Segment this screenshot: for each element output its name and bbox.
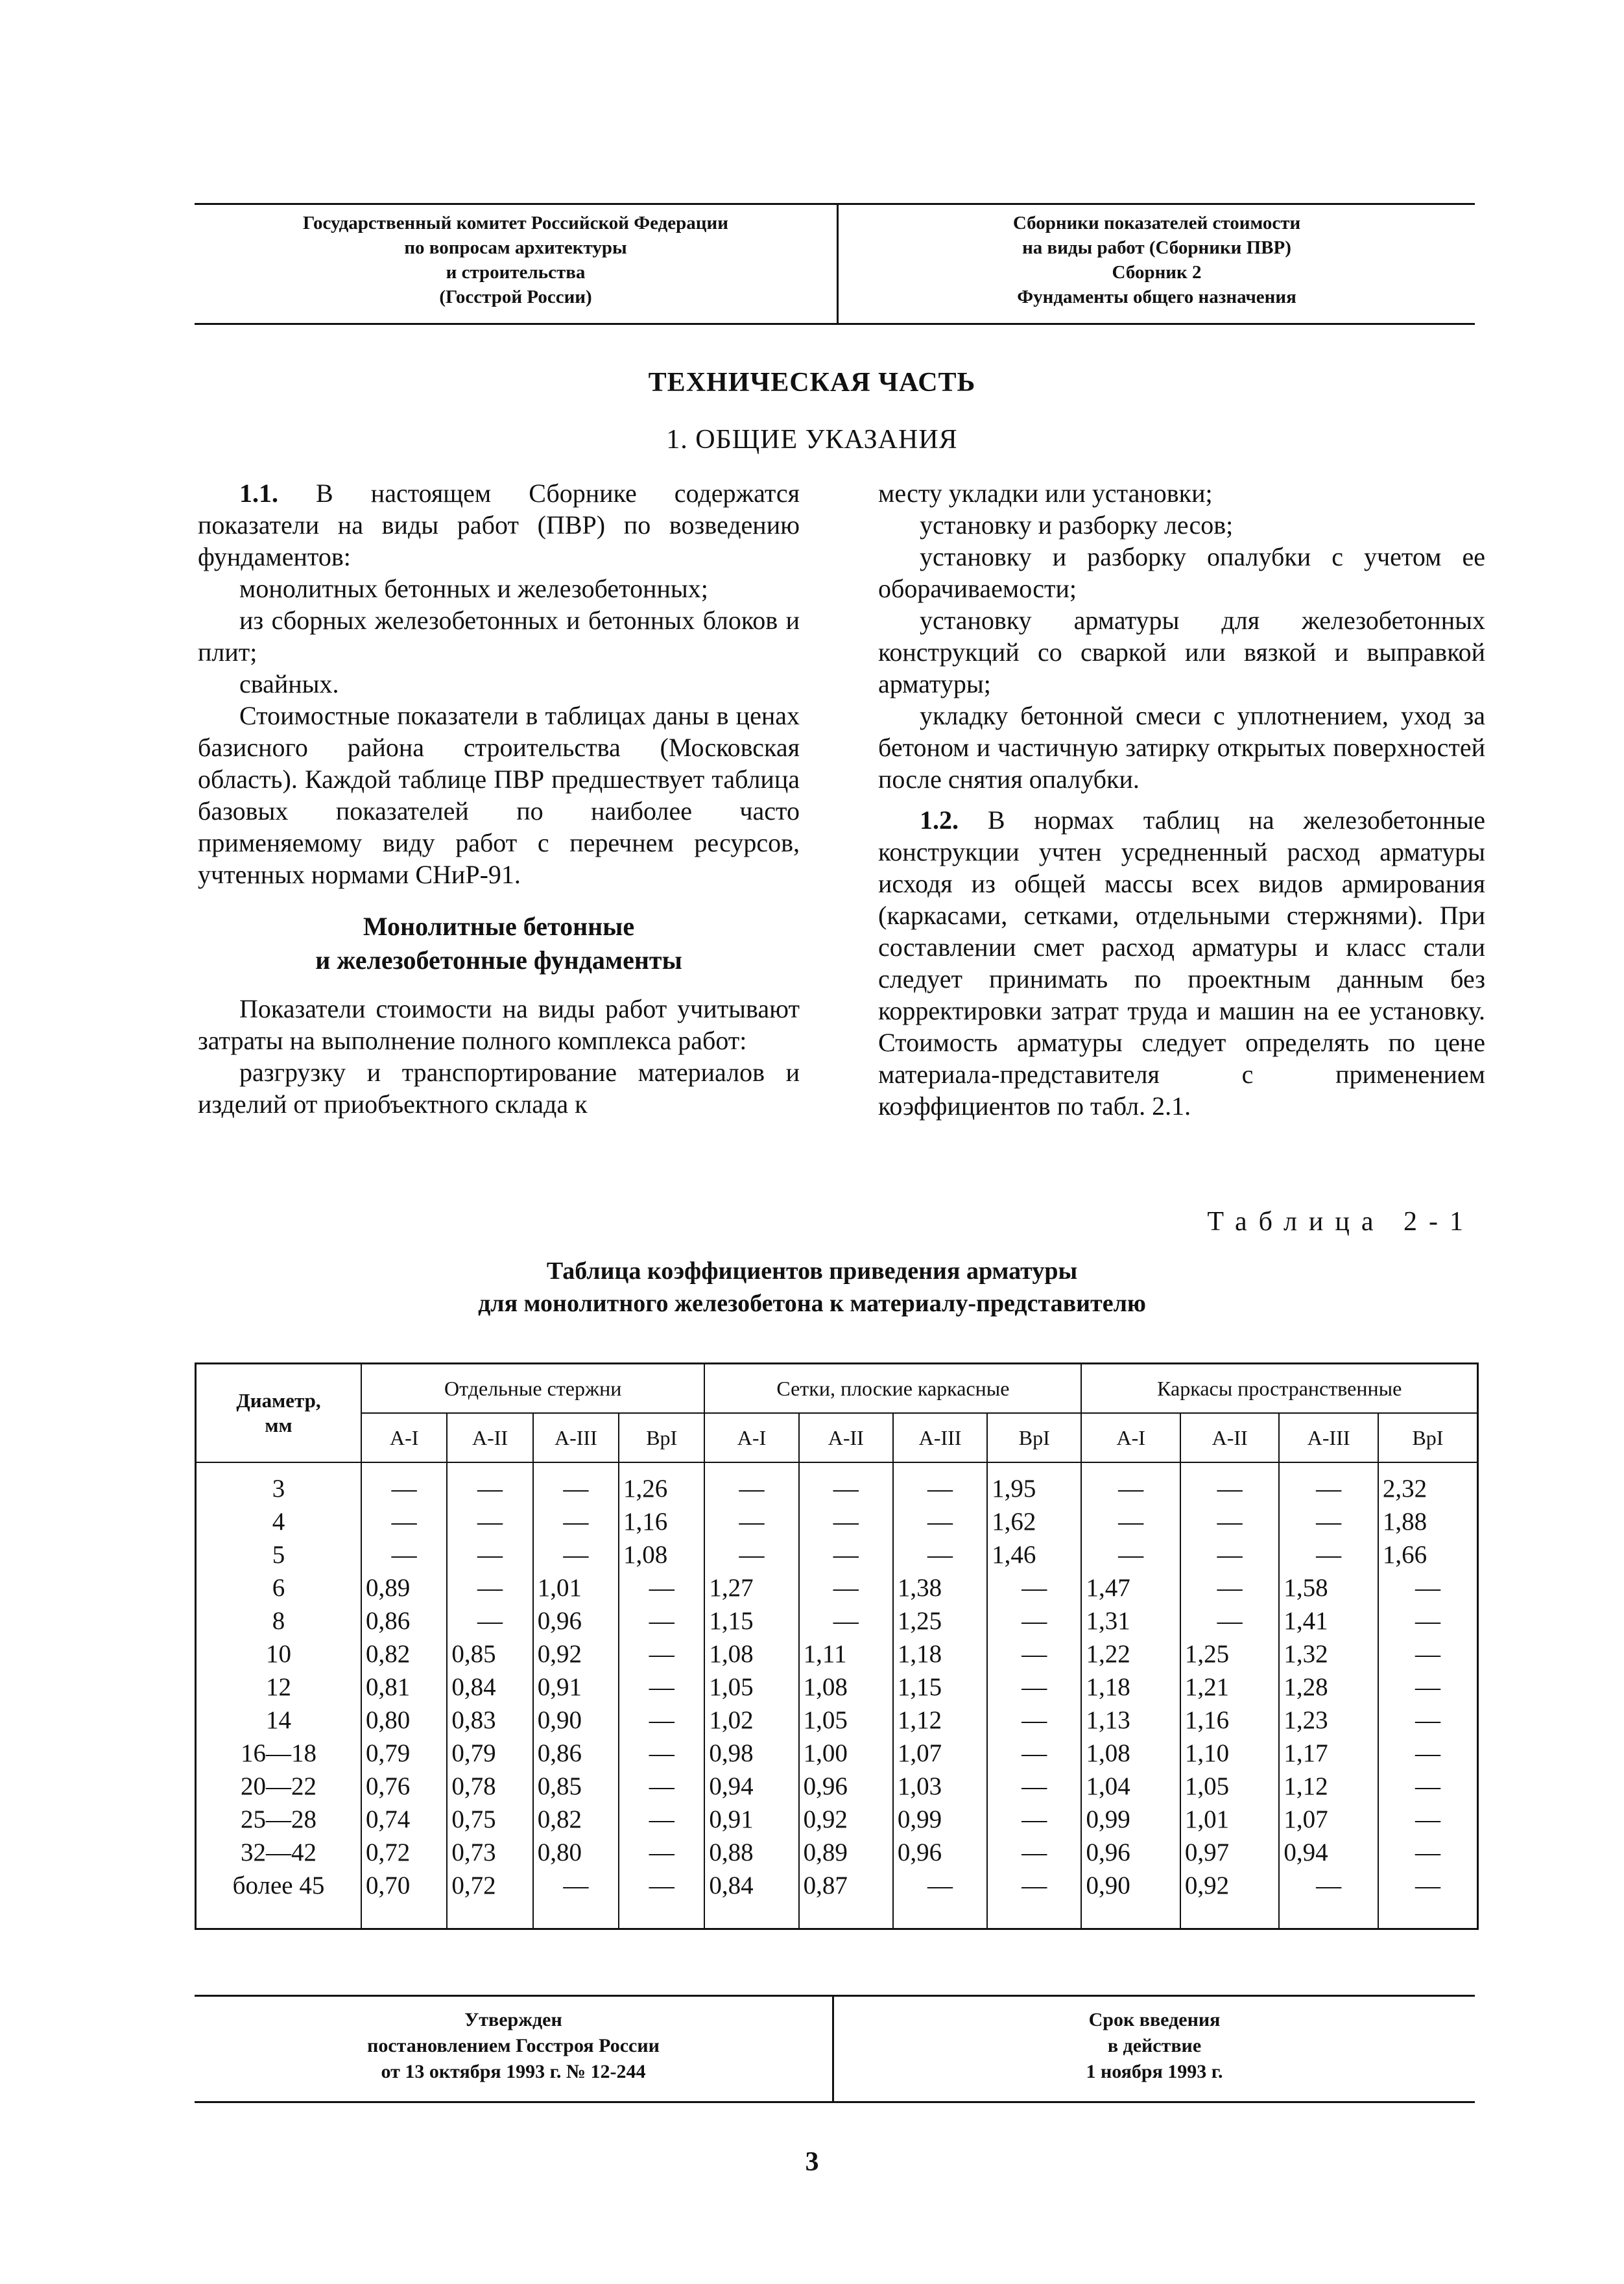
value-cell: — (361, 1538, 447, 1571)
table-label: Таблица 2-1 (1207, 1207, 1475, 1237)
value-cell: 1,16 (1180, 1704, 1279, 1737)
value-cell: 0,72 (447, 1869, 532, 1929)
table-row (196, 1803, 1478, 1836)
value-cell: 1,05 (1180, 1770, 1279, 1803)
table-body (196, 1462, 1478, 1929)
value-cell: — (361, 1505, 447, 1538)
value-cell: — (1279, 1462, 1378, 1505)
value-cell: 1,17 (1279, 1737, 1378, 1770)
value-cell: — (533, 1462, 619, 1505)
value-cell: — (987, 1803, 1081, 1836)
value-cell: 1,01 (1180, 1803, 1279, 1836)
value-cell: — (1180, 1505, 1279, 1538)
value-cell: — (1279, 1869, 1378, 1929)
value-cell: — (533, 1505, 619, 1538)
value-cell: — (704, 1462, 798, 1505)
value-cell: 1,07 (893, 1737, 987, 1770)
value-cell: 0,92 (1180, 1869, 1279, 1929)
diameter-cell: 16—18 (196, 1737, 362, 1770)
value-cell: 0,78 (447, 1770, 532, 1803)
value-cell: 0,85 (533, 1770, 619, 1803)
table-title-line: для монолитного железобетона к материалу-представителю (478, 1290, 1146, 1317)
value-cell: 1,15 (893, 1671, 987, 1704)
paragraph-text: В нормах таблиц на железобетонные конструкции учтен усредненный расход арматуры исходя из общей массы всех видов армирования (каркасами, сетками, отдельными стержнями). При составлении смет расход арматуры и класс стали следует принимать по проектным данным без корректировки затрат труда и машин на ее установку. Стоимость арматуры следует определять по цене материала-представителя с применением коэффициентов по табл. 2.1. (878, 805, 1485, 1121)
value-cell: — (447, 1604, 532, 1637)
value-cell: 1,28 (1279, 1671, 1378, 1704)
value-cell: — (619, 1671, 704, 1704)
value-cell: 1,03 (893, 1770, 987, 1803)
footer-left-line: от 13 октября 1993 г. № 12-244 (381, 2061, 646, 2082)
value-cell: — (1378, 1604, 1478, 1637)
header-right-line: Сборник 2 (1112, 262, 1202, 283)
class-header: А-I (361, 1413, 447, 1462)
value-cell: 1,88 (1378, 1505, 1478, 1538)
footer-right-line: Срок введения (1088, 2009, 1221, 2030)
value-cell: 0,91 (533, 1671, 619, 1704)
paragraph: установку арматуры для железобетонных конструкций со сваркой или вязкой и выправкой арматуры; (878, 606, 1485, 698)
value-cell: — (1378, 1671, 1478, 1704)
class-header: А-III (1279, 1413, 1378, 1462)
value-cell: 1,12 (1279, 1770, 1378, 1803)
value-cell: — (447, 1505, 532, 1538)
group-header: Каркасы пространственные (1081, 1364, 1477, 1414)
value-cell: — (619, 1869, 704, 1929)
value-cell: — (893, 1462, 987, 1505)
value-cell: — (1081, 1538, 1180, 1571)
value-cell: 0,82 (533, 1803, 619, 1836)
value-cell: 0,72 (361, 1836, 447, 1869)
value-cell: 1,07 (1279, 1803, 1378, 1836)
diameter-header-unit: мм (265, 1414, 293, 1436)
table-row (196, 1836, 1478, 1869)
value-cell: — (987, 1704, 1081, 1737)
value-cell: 1,25 (1180, 1637, 1279, 1671)
value-cell: — (619, 1571, 704, 1604)
table-row (196, 1704, 1478, 1737)
diameter-cell: 5 (196, 1538, 362, 1571)
value-cell: 0,94 (1279, 1836, 1378, 1869)
paragraph-text: В настоящем Сборнике содержатся показатели на виды работ (ПВР) по возведению фундаментов: (198, 479, 800, 571)
value-cell: 1,08 (799, 1671, 893, 1704)
value-cell: — (1081, 1462, 1180, 1505)
value-cell: — (893, 1538, 987, 1571)
clause-number: 1.2. (920, 805, 959, 835)
value-cell: 1,04 (1081, 1770, 1180, 1803)
value-cell: 1,08 (704, 1637, 798, 1671)
value-cell: — (1378, 1637, 1478, 1671)
footer-bottom-rule (195, 2101, 1475, 2103)
diameter-cell: 3 (196, 1462, 362, 1505)
table-title-line: Таблица коэффициентов приведения арматуры (546, 1257, 1078, 1285)
class-header: А-I (704, 1413, 798, 1462)
footer-left-line: постановлением Госстроя России (367, 2035, 660, 2056)
header-right-block (839, 211, 1475, 309)
class-header: А-I (1081, 1413, 1180, 1462)
diameter-cell: 32—42 (196, 1836, 362, 1869)
table-row (196, 1869, 1478, 1929)
value-cell: — (447, 1571, 532, 1604)
group-header: Сетки, плоские каркасные (704, 1364, 1081, 1414)
value-cell: 1,18 (893, 1637, 987, 1671)
value-cell: 0,97 (1180, 1836, 1279, 1869)
value-cell: — (987, 1604, 1081, 1637)
table-row (196, 1571, 1478, 1604)
value-cell: 0,96 (893, 1836, 987, 1869)
page-title: ТЕХНИЧЕСКАЯ ЧАСТЬ (648, 368, 976, 398)
value-cell: 0,74 (361, 1803, 447, 1836)
diameter-cell: 25—28 (196, 1803, 362, 1836)
value-cell: — (987, 1571, 1081, 1604)
value-cell: 1,27 (704, 1571, 798, 1604)
value-cell: — (619, 1604, 704, 1637)
header-left-line: Государственный комитет Российской Федерации (303, 213, 728, 233)
value-cell: — (987, 1836, 1081, 1869)
value-cell: — (799, 1462, 893, 1505)
value-cell: 1,21 (1180, 1671, 1279, 1704)
value-cell: 0,83 (447, 1704, 532, 1737)
value-cell: 0,88 (704, 1836, 798, 1869)
value-cell: — (987, 1637, 1081, 1671)
header-right-line: Сборники показателей стоимости (1012, 213, 1301, 233)
value-cell: 2,32 (1378, 1462, 1478, 1505)
value-cell: — (619, 1704, 704, 1737)
value-cell: — (533, 1538, 619, 1571)
value-cell: — (1378, 1869, 1478, 1929)
value-cell: 0,70 (361, 1869, 447, 1929)
class-header: А-II (799, 1413, 893, 1462)
header-bottom-rule (195, 323, 1475, 325)
value-cell: 0,76 (361, 1770, 447, 1803)
paragraph: Стоимостные показатели в таблицах даны в ценах базисного района строительства (Московская область). Каждой таблице ПВР предшествует таблица базовых показателей по наиболее часто применяемому виду работ с перечнем ресурсов, учтенных нормами СНиР-91. (198, 701, 800, 889)
clause-number: 1.1. (239, 479, 278, 508)
value-cell: 1,05 (799, 1704, 893, 1737)
value-cell: 0,96 (799, 1770, 893, 1803)
value-cell: 1,22 (1081, 1637, 1180, 1671)
value-cell: — (987, 1869, 1081, 1929)
value-cell: — (704, 1538, 798, 1571)
value-cell: — (619, 1770, 704, 1803)
value-cell: — (533, 1869, 619, 1929)
diameter-cell: более 45 (196, 1869, 362, 1929)
table-row (196, 1737, 1478, 1770)
diameter-cell: 20—22 (196, 1770, 362, 1803)
value-cell: 0,98 (704, 1737, 798, 1770)
value-cell: — (704, 1505, 798, 1538)
value-cell: 1,58 (1279, 1571, 1378, 1604)
value-cell: — (799, 1571, 893, 1604)
page-number: 3 (805, 2147, 819, 2177)
table-row (196, 1505, 1478, 1538)
value-cell: 1,01 (533, 1571, 619, 1604)
class-header: ВрI (619, 1413, 704, 1462)
value-cell: 1,00 (799, 1737, 893, 1770)
table-row (196, 1604, 1478, 1637)
value-cell: — (799, 1604, 893, 1637)
value-cell: 1,08 (1081, 1737, 1180, 1770)
value-cell: 1,95 (987, 1462, 1081, 1505)
value-cell: — (1180, 1538, 1279, 1571)
header-left-line: (Госстрой России) (439, 287, 592, 307)
paragraph: установку и разборку лесов; (920, 510, 1234, 540)
value-cell: 0,86 (361, 1604, 447, 1637)
value-cell: 0,89 (799, 1836, 893, 1869)
value-cell: 1,18 (1081, 1671, 1180, 1704)
value-cell: 1,32 (1279, 1637, 1378, 1671)
value-cell: — (1180, 1604, 1279, 1637)
table-title (0, 1255, 1624, 1320)
paragraph: месту укладки или установки; (878, 479, 1213, 508)
value-cell: — (987, 1737, 1081, 1770)
table-row (196, 1671, 1478, 1704)
value-cell: — (1180, 1462, 1279, 1505)
value-cell: — (447, 1462, 532, 1505)
value-cell: 0,94 (704, 1770, 798, 1803)
value-cell: — (1180, 1571, 1279, 1604)
value-cell: 1,38 (893, 1571, 987, 1604)
group-header: Отдельные стержни (361, 1364, 704, 1414)
footer-left-line: Утвержден (464, 2009, 562, 2030)
value-cell: — (799, 1538, 893, 1571)
value-cell: — (799, 1505, 893, 1538)
value-cell: 1,13 (1081, 1704, 1180, 1737)
value-cell: 1,02 (704, 1704, 798, 1737)
diameter-cell: 6 (196, 1571, 362, 1604)
value-cell: 0,82 (361, 1637, 447, 1671)
right-text-column (878, 477, 1485, 1122)
value-cell: 0,90 (1081, 1869, 1180, 1929)
value-cell: — (619, 1836, 704, 1869)
value-cell: 1,16 (619, 1505, 704, 1538)
table-row (196, 1637, 1478, 1671)
paragraph: из сборных железобетонных и бетонных блоков и плит; (198, 606, 800, 667)
diameter-header (196, 1364, 362, 1463)
value-cell: 1,25 (893, 1604, 987, 1637)
value-cell: — (1378, 1737, 1478, 1770)
value-cell: 1,10 (1180, 1737, 1279, 1770)
subheading-line: Монолитные бетонные (363, 912, 635, 941)
value-cell: — (893, 1869, 987, 1929)
header-right-line: Фундаменты общего назначения (1017, 287, 1296, 307)
header-left-line: по вопросам архитектуры (404, 237, 627, 258)
class-header: А-II (447, 1413, 532, 1462)
value-cell: — (1378, 1704, 1478, 1737)
section-heading: 1. ОБЩИЕ УКАЗАНИЯ (666, 425, 958, 455)
value-cell: 1,11 (799, 1637, 893, 1671)
value-cell: — (361, 1462, 447, 1505)
left-text-column (198, 477, 800, 1120)
subheading (198, 910, 800, 977)
value-cell: 0,85 (447, 1637, 532, 1671)
value-cell: 0,92 (533, 1637, 619, 1671)
value-cell: 1,05 (704, 1671, 798, 1704)
value-cell: — (619, 1637, 704, 1671)
value-cell: 0,89 (361, 1571, 447, 1604)
class-header: А-III (533, 1413, 619, 1462)
value-cell: 0,81 (361, 1671, 447, 1704)
value-cell: 0,75 (447, 1803, 532, 1836)
value-cell: 0,86 (533, 1737, 619, 1770)
footer-left-block (195, 2007, 832, 2085)
value-cell: — (987, 1770, 1081, 1803)
header-top-rule (195, 203, 1475, 205)
footer-right-line: в действие (1107, 2035, 1202, 2056)
header-left-line: и строительства (446, 262, 586, 283)
value-cell: 0,79 (447, 1737, 532, 1770)
class-header: ВрI (1378, 1413, 1478, 1462)
value-cell: 0,90 (533, 1704, 619, 1737)
value-cell: 0,80 (533, 1836, 619, 1869)
value-cell: 1,26 (619, 1462, 704, 1505)
paragraph: укладку бетонной смеси с уплотнением, уход за бетоном и частичную затирку открытых поверхностей после снятия опалубки. (878, 701, 1485, 794)
value-cell: 0,96 (533, 1604, 619, 1637)
value-cell: — (1378, 1836, 1478, 1869)
value-cell: — (1081, 1505, 1180, 1538)
class-header: А-II (1180, 1413, 1279, 1462)
value-cell: 0,80 (361, 1704, 447, 1737)
value-cell: — (619, 1737, 704, 1770)
value-cell: 1,31 (1081, 1604, 1180, 1637)
paragraph: Показатели стоимости на виды работ учитывают затраты на выполнение полного комплекса работ: (198, 994, 800, 1055)
diameter-cell: 12 (196, 1671, 362, 1704)
paragraph (198, 477, 800, 573)
value-cell: — (1378, 1571, 1478, 1604)
value-cell: 0,99 (1081, 1803, 1180, 1836)
value-cell: 1,12 (893, 1704, 987, 1737)
paragraph (878, 804, 1485, 1122)
footer-top-rule (195, 1995, 1475, 1997)
paragraph: разгрузку и транспортирование материалов и изделий от приобъектного склада к (198, 1058, 800, 1119)
header-right-line: на виды работ (Сборники ПВР) (1022, 237, 1291, 258)
value-cell: 0,79 (361, 1737, 447, 1770)
value-cell: 1,47 (1081, 1571, 1180, 1604)
value-cell: 0,91 (704, 1803, 798, 1836)
value-cell: — (1279, 1538, 1378, 1571)
value-cell: 0,84 (704, 1869, 798, 1929)
subheading-line: и железобетонные фундаменты (315, 946, 682, 975)
value-cell: 1,62 (987, 1505, 1081, 1538)
value-cell: 0,84 (447, 1671, 532, 1704)
footer-right-line: 1 ноября 1993 г. (1086, 2061, 1223, 2082)
footer-right-block (834, 2007, 1475, 2085)
value-cell: 0,73 (447, 1836, 532, 1869)
value-cell: — (987, 1671, 1081, 1704)
value-cell: 1,08 (619, 1538, 704, 1571)
diameter-cell: 14 (196, 1704, 362, 1737)
diameter-cell: 8 (196, 1604, 362, 1637)
coefficient-table (195, 1362, 1479, 1930)
value-cell: — (1279, 1505, 1378, 1538)
paragraph: монолитных бетонных и железобетонных; (239, 574, 708, 603)
diameter-header-line: Диаметр, (236, 1389, 321, 1412)
value-cell: 1,46 (987, 1538, 1081, 1571)
value-cell: 0,99 (893, 1803, 987, 1836)
header-left-block (195, 211, 837, 309)
diameter-cell: 4 (196, 1505, 362, 1538)
value-cell: — (1378, 1770, 1478, 1803)
value-cell: 1,41 (1279, 1604, 1378, 1637)
value-cell: 1,15 (704, 1604, 798, 1637)
value-cell: — (619, 1803, 704, 1836)
table-row (196, 1538, 1478, 1571)
diameter-cell: 10 (196, 1637, 362, 1671)
class-header-row (196, 1413, 1478, 1462)
value-cell: 1,23 (1279, 1704, 1378, 1737)
paragraph: свайных. (239, 669, 339, 698)
class-header: ВрI (987, 1413, 1081, 1462)
value-cell: 0,96 (1081, 1836, 1180, 1869)
paragraph: установку и разборку опалубки с учетом ее оборачиваемости; (878, 542, 1485, 603)
value-cell: 0,87 (799, 1869, 893, 1929)
value-cell: — (893, 1505, 987, 1538)
value-cell: — (1378, 1803, 1478, 1836)
value-cell: — (447, 1538, 532, 1571)
table-row (196, 1770, 1478, 1803)
class-header: А-III (893, 1413, 987, 1462)
value-cell: 0,92 (799, 1803, 893, 1836)
table-row (196, 1462, 1478, 1505)
value-cell: 1,66 (1378, 1538, 1478, 1571)
